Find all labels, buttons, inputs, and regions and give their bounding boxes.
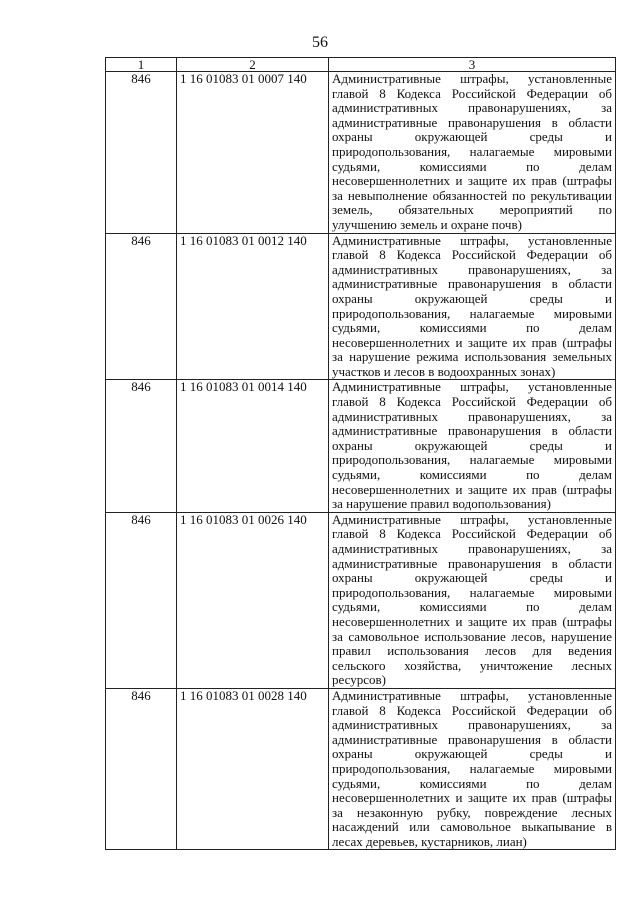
description-line: главой 8 Кодекса Российской Федерации об xyxy=(332,526,612,542)
description-line: судьями, комиссиями по делам xyxy=(332,599,612,615)
page-number: 56 xyxy=(312,34,328,51)
admin-code-cell: 846 xyxy=(106,72,177,234)
description-cell xyxy=(329,380,616,512)
admin-code-cell: 846 xyxy=(106,380,177,512)
description-line: за нарушение правил водопользования) xyxy=(332,496,551,512)
description-line: судьями, комиссиями по делам xyxy=(332,775,612,791)
description-line: административных правонарушениях, за xyxy=(332,100,612,116)
description-cell xyxy=(329,688,616,850)
description-cell xyxy=(329,512,616,688)
description-line: главой 8 Кодекса Российской Федерации об xyxy=(332,85,612,101)
description-line: насаждений или самовольное выкапывание в xyxy=(332,819,612,835)
description-line: охраны окружающей среды и xyxy=(332,290,612,306)
table-row xyxy=(106,233,616,380)
description-line: Административные штрафы, установленные xyxy=(332,687,612,703)
table-row xyxy=(106,688,616,850)
description-line: административных правонарушениях, за xyxy=(332,408,612,424)
budget-classification-code-cell: 1 16 01083 01 0012 140 xyxy=(177,233,329,380)
table-row xyxy=(106,512,616,688)
table-body xyxy=(106,72,616,850)
description-line: природопользования, налагаемые мировыми xyxy=(332,143,612,159)
description-line: судьями, комиссиями по делам xyxy=(332,320,612,336)
description-line: несовершеннолетних и защите их прав (штрафы xyxy=(332,613,612,629)
description-cell xyxy=(329,72,616,234)
description-line: судьями, комиссиями по делам xyxy=(332,158,612,174)
budget-classification-code-cell: 1 16 01083 01 0014 140 xyxy=(177,380,329,512)
description-line: административные правонарушения в области xyxy=(332,423,612,439)
description-line: правил использования лесов для ведения xyxy=(332,643,612,659)
description-line: административных правонарушениях, за xyxy=(332,541,612,556)
description-line: Административные штрафы, установленные xyxy=(332,379,612,395)
table-row xyxy=(106,72,616,234)
description-line: административные правонарушения в области xyxy=(332,555,612,571)
header-column-1: 1 xyxy=(106,58,177,72)
description-line: административных правонарушениях, за xyxy=(332,261,612,277)
description-line: природопользования, налагаемые мировыми xyxy=(332,452,612,468)
description-line: административные правонарушения в области xyxy=(332,114,612,130)
description-line: Административные штрафы, установленные xyxy=(332,511,612,527)
budget-classification-code-cell: 1 16 01083 01 0026 140 xyxy=(177,512,329,688)
description-line: природопользования, налагаемые мировыми xyxy=(332,305,612,321)
description-line: природопользования, налагаемые мировыми xyxy=(332,760,612,776)
description-line: Административные штрафы, установленные xyxy=(332,71,612,86)
description-line: несовершеннолетних и защите их прав (штрафы xyxy=(332,334,612,350)
description-line: за нарушение режима использования земельных xyxy=(332,349,612,365)
description-line: административные правонарушения в области xyxy=(332,276,612,292)
admin-code-cell: 846 xyxy=(106,512,177,688)
description-line: ресурсов) xyxy=(332,672,386,688)
description-line: административные правонарушения в области xyxy=(332,731,612,747)
description-line: охраны окружающей среды и xyxy=(332,570,612,586)
description-line: Административные штрафы, установленные xyxy=(332,232,612,248)
admin-code-cell: 846 xyxy=(106,233,177,380)
description-line: несовершеннолетних и защите их прав (штрафы xyxy=(332,481,612,497)
description-line: главой 8 Кодекса Российской Федерации об xyxy=(332,247,612,263)
description-cell xyxy=(329,233,616,380)
description-line: охраны окружающей среды и xyxy=(332,437,612,453)
description-line: сельского хозяйства, уничтожение лесных xyxy=(332,657,612,673)
description-line: несовершеннолетних и защите их прав (штрафы xyxy=(332,790,612,806)
table-header-row xyxy=(106,58,616,72)
table-row xyxy=(106,380,616,512)
description-line: земель, обязательных мероприятий по xyxy=(332,202,612,218)
description-line: главой 8 Кодекса Российской Федерации об xyxy=(332,702,612,718)
header-column-3: 3 xyxy=(329,58,616,72)
description-line: несовершеннолетних и защите их прав (штрафы xyxy=(332,173,612,189)
budget-classification-code-cell: 1 16 01083 01 0028 140 xyxy=(177,688,329,850)
description-line: охраны окружающей среды и xyxy=(332,746,612,762)
description-line: за невыполнение обязанностей по рекультивации xyxy=(332,187,612,203)
description-line: за незаконную рубку, повреждение лесных xyxy=(332,804,612,820)
header-column-2: 2 xyxy=(177,58,329,72)
description-line: охраны окружающей среды и xyxy=(332,129,612,145)
description-line: за самовольное использование лесов, нарушение xyxy=(332,628,612,644)
description-line: природопользования, налагаемые мировыми xyxy=(332,584,612,600)
description-line: административных правонарушениях, за xyxy=(332,717,612,733)
description-line: главой 8 Кодекса Российской Федерации об xyxy=(332,394,612,410)
budget-codes-table xyxy=(105,57,616,850)
description-line: участков и лесов в водоохранных зонах) xyxy=(332,363,556,379)
description-line: лесах деревьев, кустарников, лиан) xyxy=(332,833,527,849)
description-line: судьями, комиссиями по делам xyxy=(332,467,612,483)
admin-code-cell: 846 xyxy=(106,688,177,850)
description-line: улучшению земель и охране почв) xyxy=(332,216,522,232)
budget-classification-code-cell: 1 16 01083 01 0007 140 xyxy=(177,72,329,234)
